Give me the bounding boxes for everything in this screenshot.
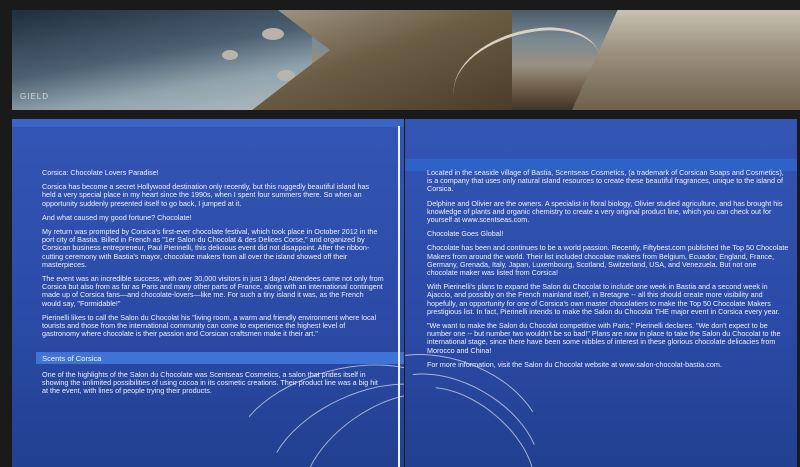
paragraph: My return was prompted by Corsica's first-ever chocolate festival, which took place in October 2012 in the port city of Bastia. Billed in French as "1er Salon du Chocolat & des Delices Corse," and organized by Corsican business entrepreneur, Paul Pierinelli, this delicious event did not disappoint. After the ribbon-cutting ceremony with Bastia's mayor, chocolate makers from all over the island showed off their masterpieces. [42,227,378,269]
paragraph: For more information, visit the Salon du Chocolat website at www.salon-chocolat-bastia.com. [427,359,722,369]
section-title: Chocolate Goes Global! [427,229,504,239]
right-article [427,169,789,375]
right-page [405,119,797,467]
paragraph: Chocolate has been and continues to be a world passion. Recently, Fiftybest.com published the Top 50 Chocolate Makers from around the world. Their list included chocolate makers from Belgium, Ecuador, England, France, Germany, Grenada, Italy, Japan, Luxembourg, Scotland, Switzerland, USA, and Venezuela. But not one chocolate maker was listed from Corsica! [427,243,789,278]
top-strip [12,119,404,127]
paragraph: And what caused my good fortune? Chocolate! [42,212,192,222]
page-divider [398,126,400,467]
rock [222,50,238,60]
paragraph: "We want to make the Salon du Chocolat competitive with Paris," Pierinelli declares. "We don't expect to be number one -- but number two wouldn't be so bad!" Plans are now in place to take the Salon du Chocolat to the international stage, since there have been some nibbles of interest in these glorious chocolate delicacies from Morocco and China! [427,321,781,355]
left-article [42,169,384,344]
paragraph: With Pierinelli's plans to expand the Salon du Chocolat to include one week in Bastia and a second week in Ajaccio, and possibly on the French mainland itself, in Bretagne -- all this should create more visibility and hopefully, an opportunity for one of Corsica's own master chocolatiers to make the Top 50 Chocolate Makers prestigious list. In fact, Pierinelli intends to make the Salon du Chocolat THE major event in Corsica every year. [427,282,780,316]
section-title: Scents of Corsica [42,354,102,363]
paragraph: Located in the seaside village of Bastia, Scentseas Cosmetics, (a trademark of Corsican Soaps and Cosmetics), is a company that uses only natural island resources to create these beautiful fragrances, unique to the island of Corsica. [427,168,784,194]
header-banner-photo [12,10,800,110]
town [572,10,800,110]
paragraph: Corsica has become a secret Hollywood destination only recently, but this ruggedly beautiful island has held a very special place in my heart since the 1990s, when I spent four summers there. So when an opportunity suddenly presented itself to go back, I jumped at it. [42,182,370,208]
paragraph: Pierinelli likes to call the Salon du Chocolat his "living room, a warm and friendly environment where local tourists and those from the international community can come to experience the highest level of gastronomy where chocolate is their passion and Corsican craftsmen make it their art." [42,312,377,339]
paragraph: Delphine and Olivier are the owners. A specialist in floral biology, Olivier studied agriculture, and has brought his knowledge of plants and organic chemistry to create a very original product line, which you can check out for yourself at www.scentseas.com. [427,198,783,225]
paragraph: The event was an incredible success, with over 30,000 visitors in just 3 days! Attendees came not only from Corsica but also from as far as Paris and many other parts of France, along with an international contingent made up of Corsica fans—and chocolate-lovers—like me. For such a tiny island it was, as the French would say, "Formidable!" [42,274,384,308]
rock [262,28,284,40]
left-article-section [42,371,384,402]
banner-caption: GIELD [20,92,50,101]
left-page [12,119,404,467]
article-heading: Corsica: Chocolate Lovers Paradise! [42,168,159,177]
sea-area [12,10,312,110]
paragraph: One of the highlights of the Salon du Chocolate was Scentseas Cosmetics, a salon that prides itself in showing the unlimited possibilities of using cocoa in its cosmetic creations. Their product line was a big hit at the event, with lines of people trying their products. [42,370,378,396]
